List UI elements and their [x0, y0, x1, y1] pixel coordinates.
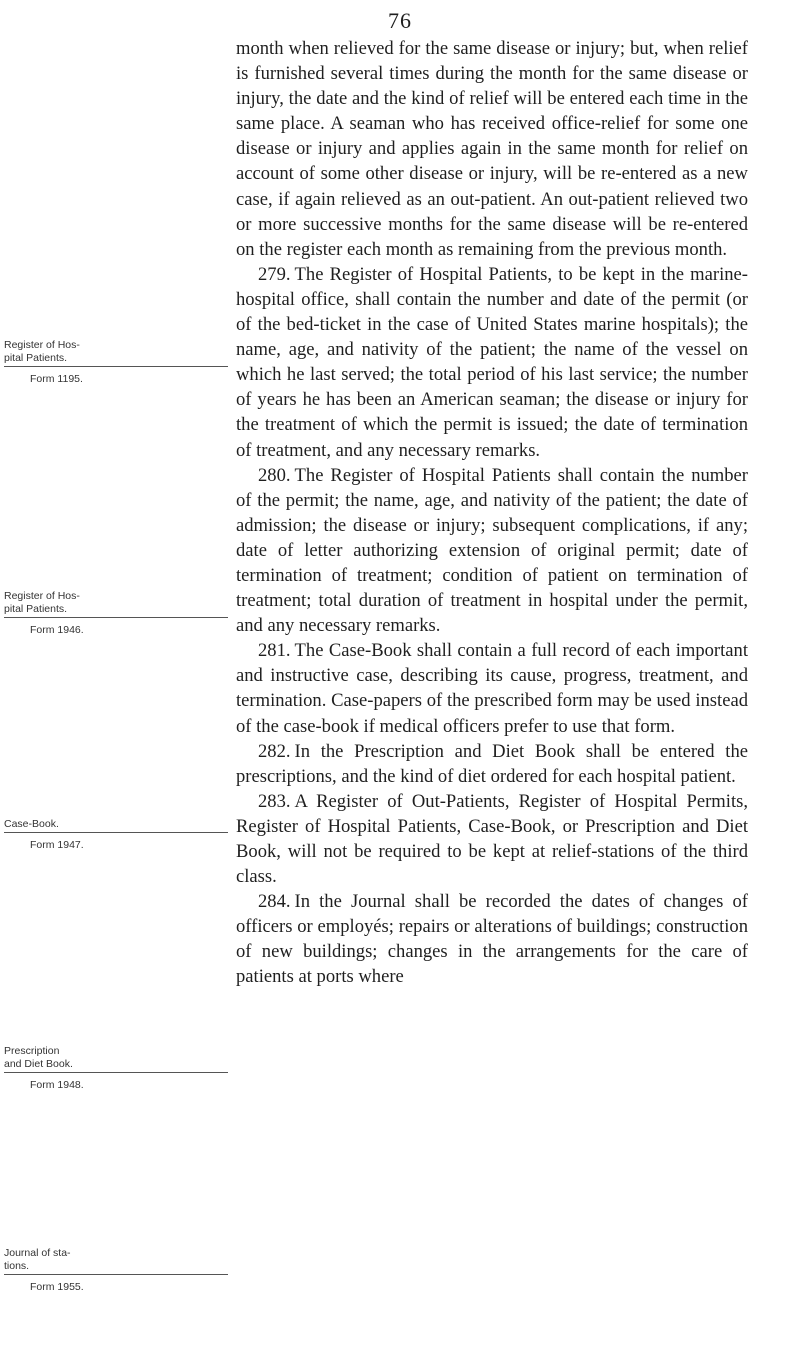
- side-note-prescription-diet-book: Prescription and Diet Book. Form 1948.: [4, 1045, 232, 1092]
- side-note-register-hospital-patients: Register of Hos- pital Patients. Form 1195.: [4, 339, 232, 386]
- form-number: Form 1948.: [30, 1079, 84, 1091]
- paragraph-number: 284.: [258, 891, 291, 913]
- side-note-rule: [4, 832, 228, 833]
- form-number: Form 1955.: [30, 1281, 84, 1293]
- side-note-rule: [4, 1274, 228, 1275]
- side-note-case-book: Case-Book. Form 1947.: [4, 818, 232, 852]
- paragraph-283: 283. A Register of Out-Patients, Register of Hospital Permits, Register of Hospital Patients, Case-Book, or Prescription and Diet Book, will not be required to be kept at relief-stations of the third class.: [236, 790, 748, 888]
- paragraph-number: 279.: [258, 263, 291, 285]
- form-number: Form 1947.: [30, 839, 84, 851]
- paragraph-280: 280. The Register of Hospital Patients shall contain the number of the permit; the name, age, and nativity of the patient; the date of admission; the disease or injury; subsequent complications, if any; date of letter authorizing extension of original permit; date of termination of treatment; condition of patient on termination of treatment; total duration of treatment in hospital under the permit, and any necessary remarks.: [236, 464, 748, 637]
- form-number: Form 1946.: [30, 624, 84, 636]
- paragraph-continued: month when relieved for the same disease or injury; but, when relief is furnished several times during the month for the same disease or injury, the date and the kind of relief will be entered each time in the same place. A seaman who has received office-relief for some one disease or injury and applies again in the same month for relief on account of some other disease or injury, will be re-entered as a new case, if again relieved as an out-patient. An out-patient relieved two or more successive months for the same disease will be re-entered on the register each month as remaining from the previous month.: [236, 38, 748, 260]
- side-note-journal-of-stations: Journal of sta- tions. Form 1955.: [4, 1247, 232, 1294]
- paragraph-number: 282.: [258, 740, 291, 762]
- body-text: [236, 36, 748, 990]
- paragraph-number: 283.: [258, 790, 291, 812]
- paragraph-279: 279. The Register of Hospital Patients, to be kept in the marine-hospital office, shall contain the number and date of the permit (or of the bed-ticket in the case of United States marine hospitals); the name, age, and nativity of the patient; the name of the vessel on which he last served; the total period of his last service; the number of years he has been an American seaman; the disease or injury for the treatment of which the permit is issued; the date of termination of treatment, and any necessary remarks.: [236, 263, 748, 461]
- paragraph-282: 282. In the Prescription and Diet Book shall be entered the prescriptions, and the kind of diet ordered for each hospital patient.: [236, 740, 748, 787]
- paragraph-281: 281. The Case-Book shall contain a full record of each important and instructive case, describing its cause, progress, treatment, and termination. Case-papers of the prescribed form may be used instead of the case-book if medical officers prefer to use that form.: [236, 640, 748, 737]
- side-note-register-hospital-patients-2: Register of Hos- pital Patients. Form 1946.: [4, 590, 232, 637]
- paragraph-number: 280.: [258, 464, 291, 486]
- page-number: 76: [388, 8, 412, 33]
- paragraph-284: 284. In the Journal shall be recorded the dates of changes of officers or employés; repairs or alterations of buildings; construction of new buildings; changes in the arrangements for the care of patients at ports where: [236, 891, 748, 988]
- side-note-rule: [4, 1072, 228, 1073]
- paragraph-number: 281.: [258, 640, 291, 662]
- side-note-rule: [4, 617, 228, 618]
- side-note-rule: [4, 366, 228, 367]
- form-number: Form 1195.: [30, 373, 83, 385]
